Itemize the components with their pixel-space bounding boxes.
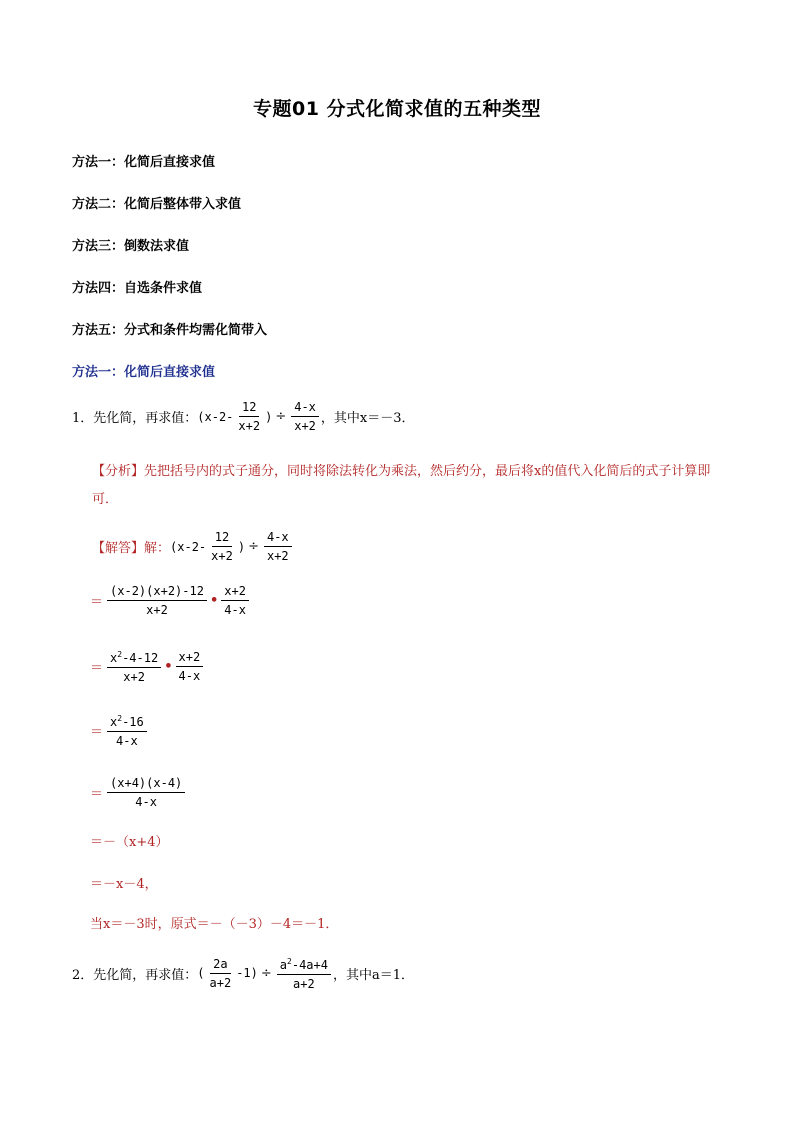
step2-num [107, 648, 161, 668]
answer-f1-den: x+2 [211, 549, 233, 563]
multiply-dot: • [209, 593, 219, 608]
q2-mid: -1) [236, 966, 258, 980]
step3-fraction [107, 712, 147, 748]
q2-f2-num-rest: -4a+4 [291, 958, 328, 972]
solution-step-3 [90, 712, 149, 748]
q1-f2-den: x+2 [294, 419, 316, 433]
step2-fraction-1 [107, 648, 161, 684]
analysis-text: 先把括号内的式子通分，同时将除法转化为乘法，然后约分，最后将x的值代入化简后的式子计算即可． [92, 464, 711, 507]
q1-f1-num: 12 [239, 400, 259, 417]
solution-step-4 [90, 776, 187, 809]
answer-lead: 解： [144, 541, 171, 556]
step2-num-rest: -4-12 [122, 651, 159, 665]
q2-f2-num [277, 955, 331, 975]
q1-expr-open: (x-2- [197, 409, 234, 424]
answer-expr-close: ) [237, 539, 246, 554]
section-heading: 方法一：化简后直接求值 [72, 365, 216, 380]
q2-suffix: ，其中a＝1． [332, 967, 415, 983]
equals-sign: ＝ [90, 595, 104, 610]
q2-f2-den: a+2 [293, 977, 315, 991]
step1-fraction-1 [107, 584, 207, 617]
method-five: 方法五：分式和条件均需化简带入 [72, 323, 268, 338]
q2-f1-den: a+2 [209, 975, 232, 990]
q1-f2-num: 4-x [291, 400, 319, 417]
multiply-dot: • [164, 658, 173, 674]
answer-f1-num: 12 [212, 530, 232, 547]
q1-fraction-2 [291, 400, 319, 433]
method-three: 方法三：倒数法求值 [72, 239, 190, 254]
equals-sign: ＝ [90, 787, 104, 802]
solution-step-1 [90, 584, 251, 617]
method-two: 方法二：化简后整体带入求值 [72, 197, 242, 212]
step4-num: (x+4)(x-4) [107, 776, 185, 793]
step3-num [107, 712, 147, 732]
method-one: 方法一：化简后直接求值 [72, 155, 216, 170]
step2-den2: 4-x [178, 668, 201, 683]
question-2 [72, 955, 414, 991]
q2-divide-sign: ÷ [260, 965, 272, 981]
q2-f1-num: 2a [210, 957, 230, 974]
step2-num-exp: 2 [117, 650, 123, 659]
step3-num-base: x [110, 715, 118, 729]
step1-fraction-2 [221, 584, 249, 617]
solution-step-2 [90, 648, 205, 684]
step1-num: (x-2)(x+2)-12 [107, 584, 207, 601]
result-line-2: ＝－x－4， [90, 877, 158, 892]
q2-fraction-2 [277, 955, 331, 991]
q2-f2-num-exp: 2 [287, 957, 292, 966]
answer-expr-open: (x-2- [170, 539, 207, 554]
method-four: 方法四：自选条件求值 [72, 281, 203, 296]
step2-num2: x+2 [176, 650, 204, 667]
analysis-tag: 【分析】 [92, 464, 145, 479]
q2-f2-num-base: a [279, 958, 288, 972]
answer-f2-num: 4-x [264, 530, 292, 547]
step2-fraction-2 [176, 650, 204, 683]
step1-den2: 4-x [224, 603, 246, 617]
equals-sign: ＝ [90, 724, 104, 740]
equals-sign: ＝ [90, 660, 104, 676]
analysis-block [92, 458, 732, 514]
step3-num-rest: -16 [122, 715, 144, 729]
q1-fraction-1 [235, 400, 263, 433]
answer-fraction-2 [264, 530, 292, 563]
step2-den: x+2 [123, 670, 145, 684]
question-1-prefix: 1．先化简，再求值： [72, 411, 198, 426]
q2-fraction-1 [207, 957, 235, 990]
page-title: 专题01 分式化简求值的五种类型 [252, 98, 542, 120]
q1-suffix: ，其中x＝－3． [320, 411, 415, 426]
q1-f1-den: x+2 [238, 419, 261, 433]
result-line-1: ＝－（x+4） [90, 835, 169, 850]
step4-fraction [107, 776, 185, 809]
step3-num-exp: 2 [117, 714, 123, 723]
q1-expr-close: ) [265, 409, 273, 424]
answer-divide-sign: ÷ [248, 539, 259, 554]
step2-num-base: x [110, 651, 118, 665]
question-2-prefix: 2．先化简，再求值： [72, 967, 198, 983]
result-line-3: 当x＝－3时，原式＝－（－3）－4＝－1． [90, 917, 339, 932]
step1-den: x+2 [146, 603, 168, 617]
answer-line [92, 530, 294, 563]
step4-den: 4-x [135, 795, 157, 809]
step1-num2: x+2 [221, 584, 249, 601]
q1-divide-sign: ÷ [275, 409, 287, 424]
step3-den: 4-x [116, 734, 138, 748]
answer-fraction-1 [208, 530, 236, 563]
question-1 [72, 400, 415, 433]
q2-open: ( [197, 966, 205, 980]
answer-tag: 【解答】 [92, 541, 145, 556]
answer-f2-den: x+2 [266, 549, 289, 563]
